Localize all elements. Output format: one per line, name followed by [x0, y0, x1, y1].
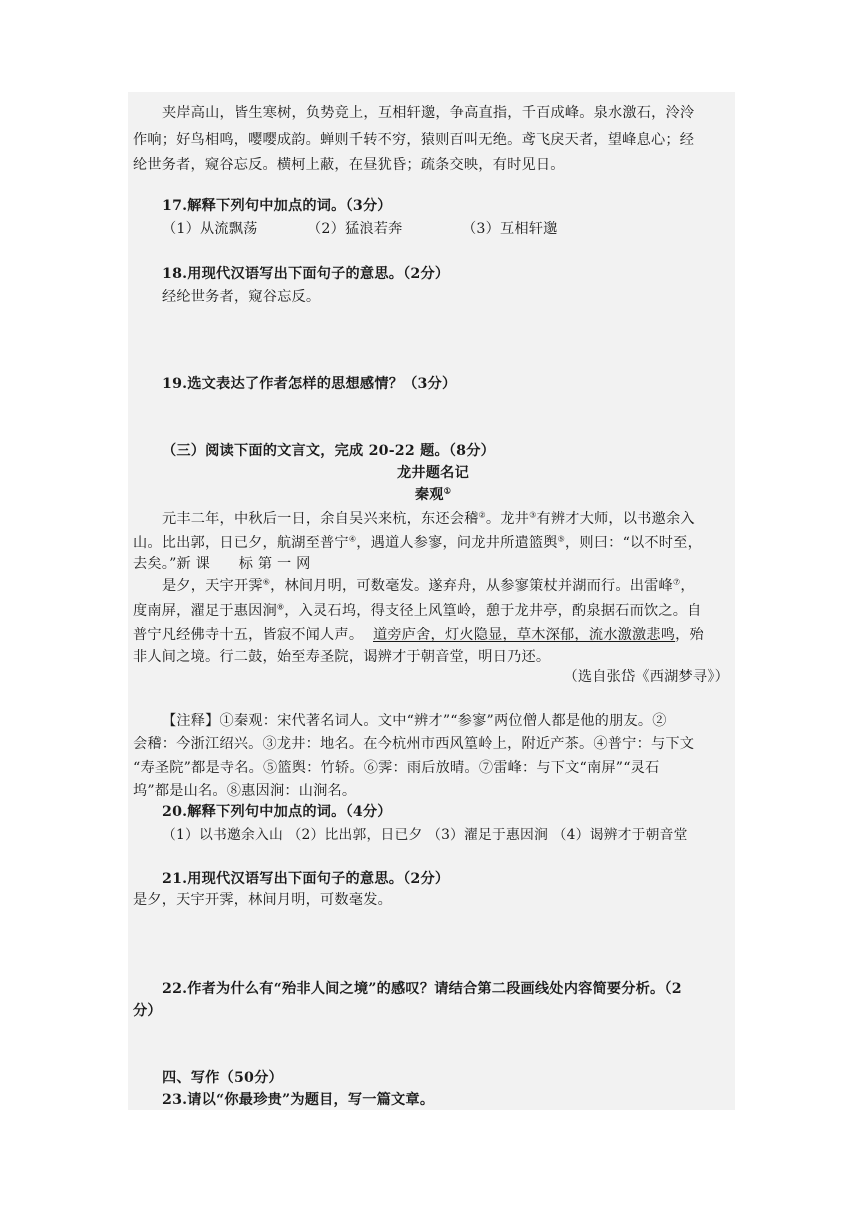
notes-line: 【注释】①秦观：宋代著名词人。文中“辨才”“参寥”两位僧人都是他的朋友。② [162, 713, 667, 729]
q17-item-2: （2）猛浪若奔 [307, 221, 403, 237]
essay-p1-line3: 去矣。”新 课 标 第 一 网 [133, 556, 311, 572]
q21-sentence: 是夕，天宇开霁，林间月明，可数毫发。 [133, 892, 392, 908]
q17-item-1: （1）从流飘荡 [162, 221, 258, 237]
essay-p1-line2: 山。比出郭，日已夕，航湖至普宁④，遇道人参寥，问龙井所遣篮舆⑤，则曰：“以不时至， [133, 534, 702, 551]
essay-p1-line1: 元丰二年，中秋后一日，余自吴兴来杭，东还会稽②。龙井③有辨才大师，以书邀余入 [162, 510, 695, 527]
notes-line: 会稽：今浙江绍兴。③龙井：地名。在今杭州市西风篁岭上，附近产茶。④普宁：与下文 [133, 736, 695, 752]
passage-line: 纶世务者，窥谷忘反。横柯上蔽，在昼犹昏；疏条交映，有时见日。 [133, 157, 565, 173]
passage-line: 作响；好鸟相鸣，嘤嘤成韵。蝉则千转不穷，猿则百叫无绝。鸢飞戾天者，望峰息心；经 [133, 132, 695, 148]
essay-p2-line1: 是夕，天宇开霁⑥，林间月明，可数毫发。遂弃舟，从参寥策杖并湖而行。出雷峰⑦， [162, 577, 695, 594]
notes-line: “寿圣院”都是寺名。⑤篮舆：竹轿。⑥霁：雨后放晴。⑦雷峰：与下文“南屏”“灵石 [133, 760, 660, 776]
notes-line: 坞”都是山名。⑧惠因涧：山涧名。 [133, 783, 357, 799]
question-17-title: 17.解释下列句中加点的词。（3分） [162, 198, 392, 214]
q20-items: （1）以书邀余入山 （2）比出郭，日已夕 （3）濯足于惠因涧 （4）谒辨才于朝音堂 [162, 827, 688, 843]
question-19-title: 19.选文表达了作者怎样的思想感情？（3分） [162, 376, 457, 392]
essay-p2-line2: 度南屏，濯足于惠因涧⑧，入灵石坞，得支径上风篁岭，憩于龙井亭，酌泉据石而饮之。自 [133, 602, 702, 619]
writing-heading: 四、写作（50分） [162, 1070, 283, 1086]
passage-line: 夹岸高山，皆生寒树，负势竞上，互相轩邈，争高直指，千百成峰。泉水激石，泠泠 [162, 105, 695, 121]
question-22-title-cont: 分） [133, 1003, 162, 1019]
essay-source: （选自张岱《西湖梦寻》） [563, 669, 729, 685]
question-20-title: 20.解释下列句中加点的词。（4分） [162, 804, 392, 820]
question-22-title: 22.作者为什么有“殆非人间之境”的感叹？请结合第二段画线处内容简要分析。（2 [162, 981, 682, 997]
essay-p2-line3: 普宁凡经佛寺十五，皆寂不闻人声。 [133, 627, 364, 643]
essay-title: 龙井题名记 [397, 465, 469, 481]
question-18-title: 18.用现代汉语写出下面句子的意思。（2分） [162, 266, 450, 282]
question-21-title: 21.用现代汉语写出下面句子的意思。（2分） [162, 871, 450, 887]
essay-underlined-text: 道旁庐舍，灯火隐显，草木深郁，流水激激悲鸣，殆 [373, 627, 704, 643]
essay-author: 秦观① [414, 485, 452, 503]
essay-p2-line5: 非人间之境。行二鼓，始至寿圣院，谒辨才于朝音堂，明日乃还。 [133, 649, 551, 665]
section-3-heading: （三）阅读下面的文言文，完成 20-22 题。（8分） [162, 443, 495, 459]
q18-sentence: 经纶世务者，窥谷忘反。 [162, 289, 321, 305]
q17-item-3: （3）互相轩邈 [462, 221, 558, 237]
question-23-title: 23.请以“你最珍贵”为题目，写一篇文章。 [162, 1092, 435, 1108]
